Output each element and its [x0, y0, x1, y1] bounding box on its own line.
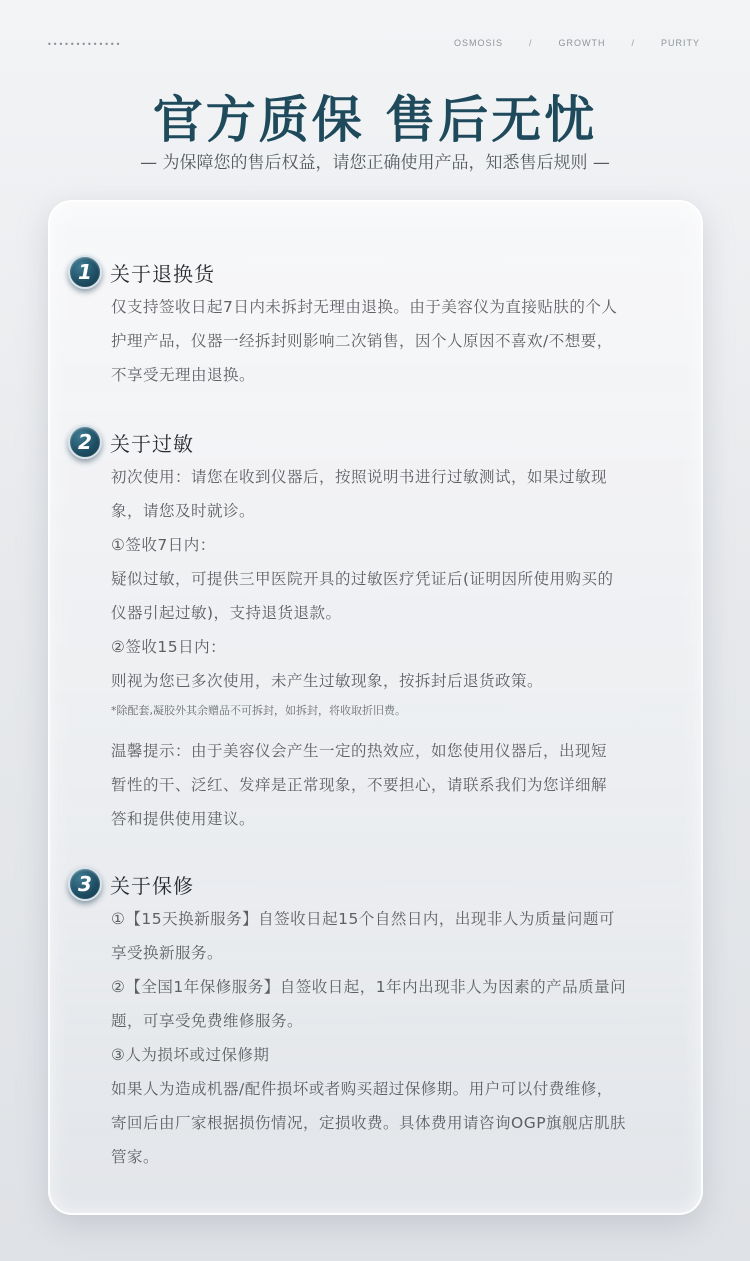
section-allergy — [68, 424, 668, 836]
section-text-line: ②签收15日内： — [111, 638, 227, 656]
section-number-badge: 1 — [68, 255, 102, 289]
section-title: 关于过敏 — [110, 431, 194, 456]
tag-separator: / — [631, 38, 635, 48]
section-text-line: ②【全国1年保修服务】自签收日起，1年内出现非人为因素的产品质量问 — [111, 978, 627, 996]
section-text-line: ①签收7日内： — [111, 536, 216, 554]
section-number-badge: 3 — [68, 867, 102, 901]
section-title: 关于保修 — [110, 873, 194, 898]
section-text-line: 寄回后由厂家根据损伤情况，定损收费。具体费用请咨询OGP旗舰店肌肤 — [111, 1114, 627, 1132]
section-text-line: ①【15天换新服务】自签收日起15个自然日内，出现非人为质量问题可 — [111, 910, 615, 928]
tag-separator: / — [528, 38, 533, 48]
section-text-line: 疑似过敏，可提供三甲医院开具的过敏医疗凭证后(证明因所使用购买的 — [111, 570, 614, 588]
section-warranty — [68, 866, 668, 1174]
section-text-line: 题，可享受免费维修服务。 — [111, 1012, 304, 1030]
top-brand-tags — [454, 38, 700, 48]
section-text-line: 象，请您及时就诊。 — [111, 502, 256, 520]
section-text-line: 管家。 — [111, 1148, 160, 1166]
tag-growth: GROWTH — [558, 38, 606, 48]
section-title: 关于退换货 — [110, 261, 215, 286]
page-subtitle: — 为保障您的售后权益，请您正确使用产品，知悉售后规则 — — [140, 153, 610, 173]
section-text-line: 享受换新服务。 — [111, 944, 224, 962]
section-text-line: 不享受无理由退换。 — [111, 366, 256, 384]
page-title: 官方质保 售后无忧 — [152, 91, 598, 149]
tip-text-line: 暂性的干、泛红、发痒是正常现象，不要担心，请联系我们为您详细解 — [111, 776, 608, 794]
section-text-line: 护理产品，仪器一经拆封则影响二次销售，因个人原因不喜欢/不想要， — [111, 332, 613, 350]
section-number-badge: 2 — [68, 425, 102, 459]
gift-note: *除配套,凝胶外其余赠品不可拆封，如拆封，将收取折旧费。 — [111, 704, 406, 717]
tag-purity: PURITY — [660, 38, 700, 48]
tag-osmosis: OSMOSIS — [453, 38, 503, 48]
section-text-line: 仅支持签收日起7日内未拆封无理由退换。由于美容仪为直接贴肤的个人 — [111, 298, 618, 316]
section-text-line: ③人为损坏或过保修期 — [111, 1046, 270, 1064]
tip-text-line: 温馨提示：由于美容仪会产生一定的热效应，如您使用仪器后，出现短 — [111, 742, 608, 760]
section-text-line: 则视为您已多次使用，未产生过敏现象，按拆封后退货政策。 — [111, 672, 544, 690]
section-returns — [68, 254, 668, 392]
section-text-line: 仪器引起过敏)，支持退货退款。 — [111, 604, 342, 622]
section-text-line: 如果人为造成机器/配件损坏或者购买超过保修期。用户可以付费维修， — [111, 1080, 613, 1098]
section-text-line: 初次使用：请您在收到仪器后，按照说明书进行过敏测试，如果过敏现 — [111, 468, 608, 486]
tip-text-line: 答和提供使用建议。 — [111, 810, 256, 828]
decorative-dots: ••••••••••••• — [47, 40, 122, 49]
